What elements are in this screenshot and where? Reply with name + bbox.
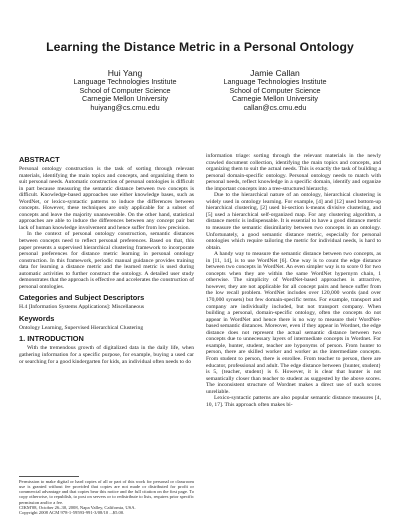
body-paragraph: information triage: sorting through the relevant materials in the newly crawled document collection, identifying the main topics and concepts, and organizing them to suit the actual needs. This is exactly the task of building a personal domain-specific ontology. Personal ontology needs to match with personal needs, reflect knowledge in a specific domain, identify and organize the important concepts into a tree-structured hierarchy. bbox=[206, 153, 381, 192]
author-block bbox=[50, 68, 200, 112]
keywords-text: Ontology Learning, Supervised Hierarchical Clustering bbox=[19, 324, 144, 331]
abstract-paragraph: In the context of personal ontology construction, semantic distances between concepts need to reflect personal preferences. Based on that, this paper presents a supervised hierarchical clustering framework to incorporate personal preferences for distance metric learning in personal ontology construction. In this framework, periodic manual guidance provides training data for learning a distance metric and the learned metric is used during automatic activities to further construct the ontology. A detailed user study demonstrates that the approach is effective and accelerates the construction of personal ontologies. bbox=[19, 231, 194, 290]
paper-title: Learning the Distance Metric in a Personal Ontology bbox=[46, 40, 354, 54]
author-email: huiyang@cs.cmu.edu bbox=[90, 102, 160, 112]
introduction-heading: 1. INTRODUCTION bbox=[19, 334, 84, 344]
abstract-paragraph: Personal ontology construction is the task of sorting through relevant materials, identifying the main topics and concepts, and organizing them to suit personal needs. Automatic construction of personal ontologies is difficult in part because measuring the semantic distance between two concepts is difficult. Knowledge-based approaches use either knowledge bases, such as WordNet, or lexico-syntactic patterns to induce the differences between concepts. However, these techniques are only applicable for a subset of concepts and leave the majority unanswerable. On the other hand, statistical approaches are able to induce the differences between any concept pair but lack of human knowledge involvement and hence suffer from low precision. bbox=[19, 166, 194, 231]
abstract-heading: ABSTRACT bbox=[19, 155, 60, 164]
body-paragraph: Due to the hierarchical nature of an ontology, hierarchical clustering is widely used in ontology learning. For example, [4] and [12] used bottom-up hierarchical clustering, [2] used bi-section k-means divisive clustering, and [5] used a hierarchical self-organized map. For any clustering algorithm, a distance metric is indispensable. It is essential to have a good distance metric to measure the semantic dissimilarity between two concepts in an ontology. Unfortunately, a good semantic distance metric, especially for personal ontologies which require tailoring the metric for individual needs, is hard to obtain. bbox=[206, 192, 381, 251]
author-affiliation-line: Carnegie Mellon University bbox=[82, 94, 168, 104]
author-name: Jamie Callan bbox=[250, 68, 300, 78]
copyright-footnote bbox=[19, 476, 194, 516]
footnote-rule bbox=[19, 476, 79, 477]
author-block bbox=[200, 68, 350, 112]
author-affiliation-line: Language Technologies Institute bbox=[73, 77, 177, 86]
author-affiliation-line: Carnegie Mellon University bbox=[232, 94, 318, 104]
venue-notice: CIKM'08, October 26–30, 2008, Napa Valley, California, USA. bbox=[19, 505, 136, 511]
body-paragraph: Lexico-syntactic patterns are also popular semantic distance measures [4, 10, 17]. This approach often makes bi- bbox=[206, 395, 381, 408]
right-column bbox=[206, 153, 381, 408]
author-name: Hui Yang bbox=[107, 68, 143, 78]
left-column bbox=[19, 155, 194, 365]
introduction-paragraph: With the tremendous growth of digitalized data in the daily life, when gathering information for a specific purpose, for example, buying a used car or searching for a good kindergarten for kids, an individual often needs to do bbox=[19, 345, 194, 365]
author-affiliation-line: School of Computer Science bbox=[229, 85, 321, 95]
body-paragraph: A handy way to measure the semantic distance between two concepts, as in [11, 14], is to use WordNet [6]. One way is to count the edge distance between two concepts in WordNet. An even simpler way is to score 0 for two concepts when they are within the same WordNet hypernym chain, 1 otherwise. The simplicity of WordNet-based approaches is attractive, however, they are not applicable for all concept pairs and hence suffer from the low recall problem. WordNet includes over 120,000 words (and over 170,000 synsets) but few domain-specific terms. For example, transport and company are individually included, but not transport company. When building a personal, domain-specific ontology, often the concepts do not appear in WordNet and hence there is no way to measure their WordNet-based semantic distances. Moreover, even if they appear in Wordnet, the edge distance does not represent the actual semantic distance between two concepts due to unnecessary layers of intermediate concepts in Wordnet. For example, hunter, student, teacher are hyponyms of person. From hunter to person, there are skilled worker and worker as the intermediate concepts. From student to person, there is enrollee. From teacher to person, there are educator, professional and adult. The edge distance between {hunter, student} is 5, {teacher, student} is 6. However, it is clear that hunter is not semantically closer than teacher to student as suggested by the above scores. The inconsistent structure of Wordnet makes a direct use of such scores unreliable. bbox=[206, 251, 381, 395]
categories-text: H.4 [Information Systems Applications]: Miscellaneous bbox=[19, 304, 145, 311]
author-email: callan@cs.cmu.edu bbox=[243, 102, 307, 112]
permission-notice: Permission to make digital or hard copies of all or part of this work for personal or classroom use is granted without fee provided that copies are not made or distributed for profit or commercial advantage and that copies bear this notice and the full citation on the first page. To copy otherwise, to republish, to post on servers or to redistribute to lists, requires prior specific permission and/or a fee. bbox=[19, 478, 194, 505]
author-affiliation-line: School of Computer Science bbox=[79, 85, 171, 95]
keywords-heading: Keywords bbox=[19, 313, 55, 323]
copyright-notice: Copyright 2008 ACM 978-1-59593-991-3/08/10 ...$5.00. bbox=[19, 510, 125, 516]
author-affiliation-line: Language Technologies Institute bbox=[223, 77, 327, 86]
categories-heading: Categories and Subject Descriptors bbox=[19, 293, 145, 303]
